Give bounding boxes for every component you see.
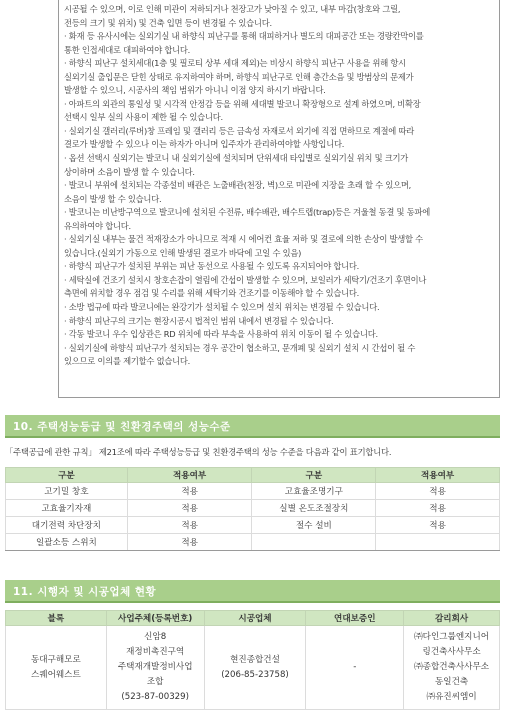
- notice-line: 결로가 발생할 수 있으나 이는 하자가 아니며 입주자가 관리하여야할 사항입니다.: [64, 139, 345, 150]
- applied-cell: 적용: [376, 483, 500, 500]
- notice-line: · 하향식 피난구 설치세대(1층 및 필로티 상부 세대 제외)는 비상시 하향식 피난구 사용을 위해 항시: [64, 58, 406, 69]
- notice-line: 측면에 위치할 경우 점검 및 수리를 위해 세탁기와 건조기를 이동해야 할 수 있습니다.: [64, 288, 360, 299]
- notice-line: 선택시 일부 실의 사용이 제한 될 수 있습니다.: [64, 112, 223, 123]
- applied-cell: 적용: [127, 534, 252, 551]
- notice-line: 있으므로 이의를 제기할수 없습니다.: [64, 356, 191, 367]
- category-cell: 일괄소등 스위치: [6, 534, 128, 551]
- block-line: 동대구해모로: [30, 654, 81, 665]
- cell-line: ㈜유진씨엠이: [426, 692, 477, 702]
- notice-box: [58, 0, 500, 398]
- header-category-2: 구분: [252, 468, 376, 483]
- table-row: [6, 500, 500, 517]
- supervisor-cell: [404, 626, 500, 710]
- notice-line: · 각동 발코니 우수 입상관은 RD 위치에 따라 부속을 사용하여 위치 이동이 될 수 있습니다.: [64, 329, 378, 340]
- notice-line: · 발코니는 비난방구역으로 발코니에 설치된 수전류, 배수배관, 배수트랩(trap)등은 겨울철 동결 및 동파에: [64, 207, 431, 218]
- performance-grade-table: [5, 467, 500, 551]
- table-header-row: [6, 611, 500, 626]
- header-block: 블록: [6, 611, 107, 626]
- category-cell: 대기전력 차단장치: [6, 517, 128, 534]
- builder-cell: [204, 626, 306, 710]
- block-name: [6, 653, 106, 683]
- notice-line: · 실외기실에 하향식 피난구가 설치되는 경우 공간이 협소하고, 문개폐 및 실외기 설치 시 간섭이 될 수: [64, 342, 416, 353]
- category-cell: 고효율기자재: [6, 500, 128, 517]
- cell-line: 재정비촉진구역: [126, 647, 185, 657]
- notice-line: · 옵션 선택시 실외기는 발코니 내 실외기실에 설치되며 단위세대 타입별로 실외기실 위치 및 크기가: [64, 153, 409, 164]
- cell-line: 동일건축: [434, 677, 469, 687]
- notice-line: · 하향식 피난구가 설치된 부위는 피난 동선으로 사용될 수 있도록 유지되어야 합니다.: [64, 261, 360, 272]
- applied-cell: 적용: [376, 500, 500, 517]
- cell-line: (523-87-00329): [121, 692, 189, 702]
- cell-line: (206-85-23758): [221, 669, 289, 680]
- owner-cell: [106, 626, 204, 710]
- notice-line: · 발코니 부위에 설치되는 각종설비 배관은 노출배관(천장, 벽)으로 미관에 지장을 초래 할 수 있으며,: [64, 180, 412, 191]
- section-11-header: [5, 580, 500, 603]
- notice-line: · 실외기실 갤러리(루버)창 프레임 및 갤러리 등은 금속성 자재로서 외기에 직접 면하므로 계절에 따라: [64, 125, 414, 136]
- notice-line: · 하향식 피난구의 크기는 현장시공시 법적인 범위 내에서 변경될 수 있습니다.: [64, 315, 334, 326]
- notice-line: · 소방 법규에 따라 발코니에는 완강기가 설치될 수 있으며 설치 위치는 변경될 수 있습니다.: [64, 302, 380, 313]
- notice-line: · 화재 등 유사시에는 실외기실 내 하향식 피난구를 통해 대피하거나 별도의 대피공간 또는 경량칸막이를: [64, 31, 424, 42]
- notice-line: · 아파트의 외관의 통일성 및 시각적 안정감 등을 위해 세대별 발코니 확장형으로 설계 하였으며, 비확장: [64, 98, 421, 109]
- notice-line: · 실외기실 내부는 물건 적재장소가 아니므로 적재 시 에어컨 효율 저하 및 결로에 의한 손상이 발생할 수: [64, 234, 423, 245]
- notice-line: 소음이 발생 할 수 있습니다.: [64, 193, 162, 204]
- table-row: [6, 517, 500, 534]
- header-guarantor: 연대보증인: [306, 611, 404, 626]
- notice-line: · 세탁실에 건조기 설치시 창호손잡이 열림에 간섭이 발생할 수 있으며, 보일러가 세탁기/건조기 후면이나: [64, 274, 427, 285]
- applied-cell: 적용: [127, 500, 252, 517]
- block-line: 스퀘어웨스트: [30, 669, 81, 680]
- cell-line: 링건축사사무소: [422, 647, 481, 657]
- notice-line: 통한 인접세대로 대피하여야 합니다.: [64, 44, 191, 55]
- notice-line: 시공될 수 있으며, 이로 인해 미관이 저하되거나 천장고가 낮아질 수 있고, 내부 마감(창호와 그릴,: [64, 4, 401, 14]
- header-applied-2: 적용여부: [376, 468, 500, 483]
- header-supervisor: 감리회사: [404, 611, 500, 626]
- category-cell: 고기밀 창호: [6, 483, 128, 500]
- applied-cell: 적용: [127, 483, 252, 500]
- category-cell: 절수 설비: [252, 517, 376, 534]
- cell-line: ㈜종합건축사사무소: [414, 662, 490, 672]
- block-cell: [6, 626, 107, 710]
- builder-table: [5, 610, 500, 710]
- category-cell: 실별 온도조절장치: [252, 500, 376, 517]
- notice-line: 실외기실 출입문은 닫힌 상태로 유지하여야 하며, 하향식 피난구로 인해 층간소음 및 방범상의 문제가: [64, 71, 414, 82]
- table-row: [6, 534, 500, 551]
- table-header-row: [6, 468, 500, 483]
- cell-line: 주택재개발정비사업: [117, 662, 193, 672]
- header-builder: 시공업체: [204, 611, 306, 626]
- header-applied-1: 적용여부: [127, 468, 252, 483]
- header-category-1: 구분: [6, 468, 128, 483]
- guarantor-cell: -: [306, 626, 404, 710]
- category-cell: 고효율조명기구: [252, 483, 376, 500]
- applied-cell: 적용: [127, 517, 252, 534]
- notice-line: 상이하며 소음이 발생 할 수 있습니다.: [64, 166, 195, 177]
- notice-line: 전등의 크기 및 위치) 및 건축 입면 등이 변경될 수 있습니다.: [64, 17, 272, 28]
- notice-line: 유의하여야 합니다.: [64, 220, 131, 231]
- header-owner: 사업주체(등록번호): [106, 611, 204, 626]
- section-10-intro: 「주택공급에 관한 규칙」 제21조에 따라 주택성능등급 및 친환경주택의 성능 수준을 다음과 같이 표기합니다.: [5, 447, 392, 457]
- category-cell: [252, 534, 376, 551]
- notice-line: 있습니다.(실외기 가동으로 인해 발생된 결로가 바닥에 고일 수 있음): [64, 247, 302, 258]
- section-11-title: 11. 시행자 및 시공업체 현황: [13, 586, 157, 598]
- cell-line: ㈜다인그룹엔지니어: [414, 632, 490, 642]
- table-row: [6, 483, 500, 500]
- cell-line: 현진종합건설: [230, 654, 280, 665]
- cell-line: 조합: [146, 677, 164, 687]
- applied-cell: 적용: [376, 517, 500, 534]
- notice-line: 발생할 수 있으니, 시공사의 책임 범위가 아니니 이점 양지 하시기 바랍니다.: [64, 85, 326, 96]
- cell-line: 신암8: [144, 632, 167, 642]
- section-10-header: [5, 415, 500, 438]
- table-row: [6, 626, 500, 710]
- section-10-title: 10. 주택성능등급 및 친환경주택의 성능수준: [13, 421, 231, 433]
- applied-cell: [376, 534, 500, 551]
